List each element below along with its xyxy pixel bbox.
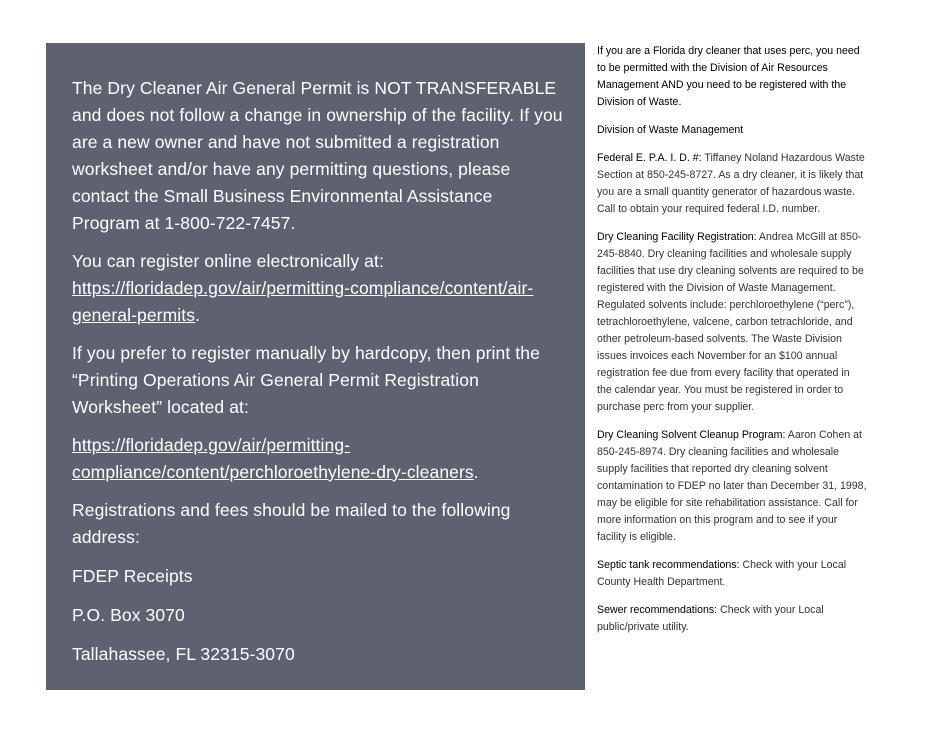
federal-epa-body: Tiffaney Noland Hazardous Waste Section at 850-245-8727. As a dry cleaner, it is likely that you are a small quantity generator of hazardous waste. Call to obtain your required federal I.D. number. (597, 152, 865, 215)
sewer-body: Check with your Local public/private utility. (597, 604, 824, 633)
sewer-section (597, 602, 867, 636)
septic-body: Check with your Local County Health Department. (597, 559, 847, 588)
permit-info-panel (46, 43, 585, 690)
waste-division-column (597, 43, 867, 647)
mailing-instructions: Registrations and fees should be mailed to the following address: (72, 500, 511, 547)
online-registration (72, 248, 565, 329)
dry-cleaners-link[interactable]: https://floridadep.gov/air/permitting-compliance/content/perchloroethylene-dry-cleaners (72, 435, 474, 482)
online-registration-period: . (195, 305, 201, 325)
hardcopy-registration: If you prefer to register manually by hardcopy, then print the “Printing Operations Air General Permit Registration Worksheet” located at: (72, 343, 540, 417)
facility-registration-body: Andrea McGill at 850-245-8840. Dry cleaning facilities and wholesale supply facilities that use dry cleaning solvents are required to be registered with the Division of Waste Management. Regulated solvents include: perchloroethylene (“perc”), tetrachloroethylene, valcene, carbon tetrachloride, and other petroleum-based solvents. The Waste Division issues invoices each November for an $100 annual registration fee due from every facility that operated in the calendar year. You must be registered in order to purchase perc from your supplier. (597, 231, 864, 413)
septic-label: Septic tank recommendations: (597, 559, 740, 571)
facility-registration-section (597, 229, 867, 416)
facility-registration-label: Dry Cleaning Facility Registration: (597, 231, 757, 243)
solvent-cleanup-label: Dry Cleaning Solvent Cleanup Program: (597, 429, 786, 441)
online-registration-text: You can register online electronically at: (72, 251, 384, 271)
address-line-1: FDEP Receipts (72, 566, 193, 586)
septic-section (597, 557, 867, 591)
federal-epa-label: Federal E. P.A. I. D. #: (597, 152, 702, 164)
federal-epa-section (597, 150, 867, 218)
hardcopy-link-paragraph (72, 432, 565, 486)
address-line-3: Tallahassee, FL 32315-3070 (72, 644, 295, 664)
air-general-permits-link[interactable]: https://floridadep.gov/air/permitting-compliance/content/air-general-permits (72, 278, 534, 325)
division-heading: Division of Waste Management (597, 124, 744, 136)
sewer-label: Sewer recommendations: (597, 604, 718, 616)
transfer-notice: The Dry Cleaner Air General Permit is NOT TRANSFERABLE and does not follow a change in ownership of the facility. If you are a new owner and have not submitted a registration worksheet and/or have any permitting questions, please contact the Small Business Environmental Assistance Program at 1-800-722-7457. (72, 78, 563, 233)
solvent-cleanup-section (597, 427, 867, 546)
solvent-cleanup-body: Aaron Cohen at 850-245-8974. Dry cleaning facilities and wholesale supply facilities that reported dry cleaning solvent contamination to FDEP no later than December 31, 1998, may be eligible for site rehabilitation assistance. Call for more information on this program and to see if your facility is eligible. (597, 429, 867, 543)
address-line-2: P.O. Box 3070 (72, 605, 185, 625)
hardcopy-link-period: . (473, 462, 479, 482)
perc-intro: If you are a Florida dry cleaner that uses perc, you need to be permitted with the Division of Air Resources Management AND you need to be registered with the Division of Waste. (597, 45, 860, 108)
